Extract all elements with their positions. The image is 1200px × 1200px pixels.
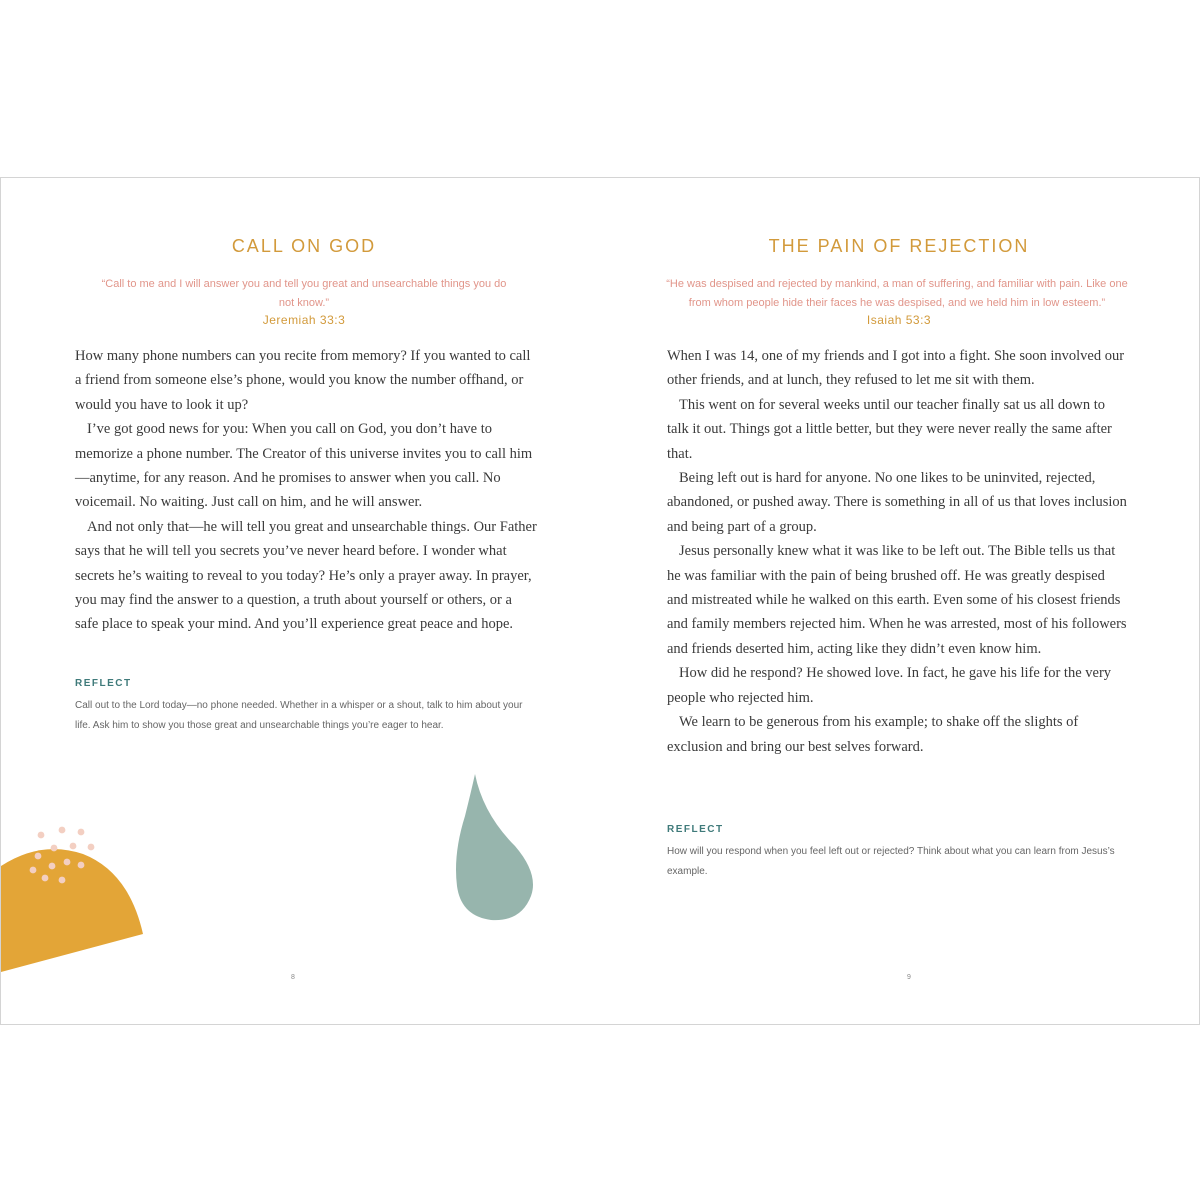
right-paragraph-1: When I was 14, one of my friends and I got into a fight. She soon involved our other friends, and at lunch, they refused to let me sit with them.	[667, 348, 1125, 389]
right-paragraph-3: Being left out is hard for anyone. No one likes to be uninvited, rejected, abandoned, or pushed away. There is something in all of us that loves inclusion and being part of a group.	[667, 470, 1127, 535]
left-page-body	[75, 344, 537, 637]
left-reflect-text: Call out to the Lord today—no phone needed. Whether in a whisper or a shout, talk to him about your life. Ask him to show you those great and unsearchable things you’re eager to hear.	[75, 700, 523, 731]
left-page-title: CALL ON GOD	[231, 236, 377, 256]
right-paragraph-6: We learn to be generous from his example; to shake off the slights of exclusion and bring our best selves forward.	[667, 714, 1079, 755]
left-page-number: 8	[291, 974, 295, 981]
right-page	[601, 178, 1199, 1024]
left-paragraph-1: How many phone numbers can you recite from memory? If you wanted to call a friend from someone else’s phone, would you know the number offhand, or would you have to look it up?	[75, 348, 531, 413]
left-paragraph-2: I’ve got good news for you: When you call on God, you don’t have to memorize a phone number. The Creator of this universe invites you to call him—anytime, for any reason. And he promises to answer when you call. No voicemail. No waiting. Just call on him, and he will answer.	[75, 421, 533, 511]
right-paragraph-4: Jesus personally knew what it was like to be left out. The Bible tells us that he was familiar with the pain of being brushed off. He was greatly despised and mistreated while he walked on this earth. Even some of his closest friends and family members rejected him. When he was arrested, most of his followers and friends deserted him, acting like they didn’t even know him.	[667, 543, 1127, 657]
book-spread	[0, 177, 1200, 1025]
right-reflect-text: How will you respond when you feel left out or rejected? Think about what you can learn from Jesus’s example.	[667, 846, 1115, 877]
left-page	[1, 178, 601, 1024]
right-reflect-label: REFLECT	[667, 824, 724, 835]
right-page-body	[667, 344, 1129, 759]
left-page-verse: “Call to me and I will answer you and tell you great and unsearchable things you do not know.”	[101, 278, 507, 309]
right-page-verse-reference: Isaiah 53:3	[866, 313, 932, 327]
left-reflect-label: REFLECT	[75, 678, 132, 689]
right-page-title: THE PAIN OF REJECTION	[768, 236, 1030, 256]
right-page-number: 9	[907, 974, 911, 981]
left-paragraph-3: And not only that—he will tell you great and unsearchable things. Our Father says that he will tell you secrets you’ve never heard before. I wonder what secrets he’s waiting to reveal to you today? He’s only a prayer away. In prayer, you may find the answer to a question, a truth about yourself or others, or a safe place to speak your mind. And you’ll experience great peace and hope.	[75, 518, 537, 633]
teal-teardrop-shape	[453, 774, 539, 924]
left-page-verse-reference: Jeremiah 33:3	[262, 313, 346, 327]
right-paragraph-5: How did he respond? He showed love. In fact, he gave his life for the very people who rejected him.	[667, 665, 1112, 706]
right-page-verse: “He was despised and rejected by mankind, a man of suffering, and familiar with pain. Like one from whom people hide their faces he was despised, and we held him in low esteem.”	[666, 278, 1128, 309]
pink-dots-cluster	[21, 818, 111, 908]
right-paragraph-2: This went on for several weeks until our teacher finally sat us all down to talk it out. Things got a little better, but they were never really the same after that.	[667, 396, 1112, 462]
